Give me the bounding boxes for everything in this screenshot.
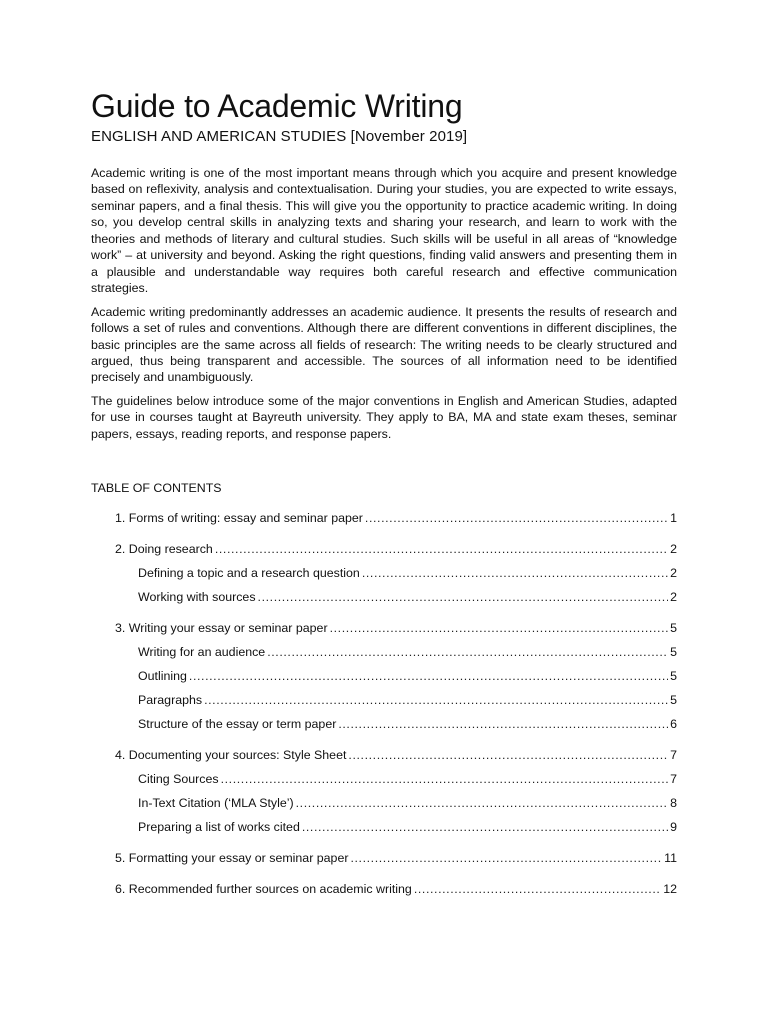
toc-leader-dots [296, 795, 668, 811]
toc-leader-dots [267, 644, 668, 660]
toc-entry[interactable] [91, 850, 677, 874]
toc-entry-title: 1. Forms of writing: essay and seminar paper [115, 511, 363, 526]
toc-entry[interactable] [91, 620, 677, 644]
toc-leader-dots [365, 510, 668, 526]
toc-entry-title: Preparing a list of works cited [138, 820, 300, 835]
toc-entry-page: 2 [670, 542, 677, 557]
toc-entry[interactable] [91, 692, 677, 716]
intro-paragraph-2: Academic writing predominantly addresses an academic audience. It presents the results of research and follows a set of rules and conventions. Although there are different conventions in different disciplines, the basic principles are the same across all fields of research: The writing needs to be clearly structured and argued, thus being transparent and accessible. The sources of all information need to be identified precisely and unambiguously. [91, 304, 677, 385]
toc-leader-dots [189, 668, 668, 684]
toc-entry-page: 5 [670, 621, 677, 636]
toc-entry[interactable] [91, 589, 677, 613]
toc-entry-title: Outlining [138, 669, 187, 684]
toc-entry-title: 6. Recommended further sources on academic writing [115, 882, 412, 897]
intro-paragraph-1: Academic writing is one of the most important means through which you acquire and present knowledge based on reflexivity, analysis and contextualisation. During your studies, you are expected to write essays, seminar papers, and a final thesis. This will give you the opportunity to practice academic writing. In doing so, you develop central skills in analyzing texts and sharing your research, and learn to work with the theories and methods of literary and cultural studies. Such skills will be useful in all areas of “knowledge work” – at university and beyond. Asking the right questions, finding valid answers and presenting them in a plausible and understandable way requires both careful research and effective communication strategies. [91, 166, 677, 296]
toc-entry-page: 5 [670, 693, 677, 708]
toc-entry[interactable] [91, 795, 677, 819]
toc-entry-title: Writing for an audience [138, 645, 266, 660]
toc-leader-dots [362, 565, 668, 581]
toc-leader-dots [348, 747, 668, 763]
table-of-contents [91, 510, 677, 905]
toc-entry-page: 1 [670, 511, 677, 526]
document-page [91, 86, 677, 905]
toc-entry-page: 5 [670, 645, 677, 660]
toc-entry[interactable] [91, 881, 677, 905]
toc-leader-dots [204, 692, 668, 708]
toc-entry[interactable] [91, 747, 677, 771]
toc-entry-title: Working with sources [138, 590, 256, 605]
toc-entry-page: 2 [670, 590, 677, 605]
toc-leader-dots [258, 589, 669, 605]
toc-entry-page: 5 [670, 669, 677, 684]
toc-entry-title: Structure of the essay or term paper [138, 717, 337, 732]
intro-paragraph-3: The guidelines below introduce some of the major conventions in English and American Studies, adapted for use in courses taught at Bayreuth university. They apply to BA, MA and state exam theses, seminar papers, essays, reading reports, and response papers. [91, 393, 677, 441]
toc-entry-page: 2 [670, 566, 677, 581]
toc-entry-title: 5. Formatting your essay or seminar paper [115, 851, 349, 866]
toc-entry[interactable] [91, 771, 677, 795]
toc-entry-title: Defining a topic and a research question [138, 566, 360, 581]
toc-entry-page: 9 [670, 820, 677, 835]
toc-leader-dots [221, 771, 669, 787]
toc-heading: TABLE OF CONTENTS [91, 481, 222, 496]
toc-entry[interactable] [91, 541, 677, 565]
toc-entry-title: Paragraphs [138, 693, 203, 708]
toc-entry[interactable] [91, 644, 677, 668]
toc-entry-title: 3. Writing your essay or seminar paper [115, 621, 328, 636]
toc-entry[interactable] [91, 565, 677, 589]
document-title: Guide to Academic Writing [91, 88, 463, 124]
toc-leader-dots [338, 716, 668, 732]
toc-entry-page: 12 [663, 882, 677, 897]
toc-entry-page: 7 [670, 772, 677, 787]
toc-leader-dots [414, 881, 661, 897]
toc-entry-page: 6 [670, 717, 677, 732]
toc-entry-title: 4. Documenting your sources: Style Sheet [115, 748, 347, 763]
toc-entry[interactable] [91, 819, 677, 843]
toc-entry[interactable] [91, 716, 677, 740]
document-subtitle: ENGLISH AND AMERICAN STUDIES [November 2019] [91, 128, 468, 145]
toc-entry[interactable] [91, 510, 677, 534]
toc-entry-page: 11 [664, 851, 677, 866]
toc-leader-dots [215, 541, 668, 557]
toc-leader-dots [302, 819, 668, 835]
toc-entry-title: In-Text Citation (‘MLA Style’) [138, 796, 294, 811]
toc-leader-dots [330, 620, 669, 636]
toc-entry-title: 2. Doing research [115, 542, 213, 557]
toc-entry-page: 8 [670, 796, 677, 811]
toc-entry[interactable] [91, 668, 677, 692]
toc-leader-dots [350, 850, 662, 866]
toc-entry-page: 7 [670, 748, 677, 763]
toc-entry-title: Citing Sources [138, 772, 219, 787]
